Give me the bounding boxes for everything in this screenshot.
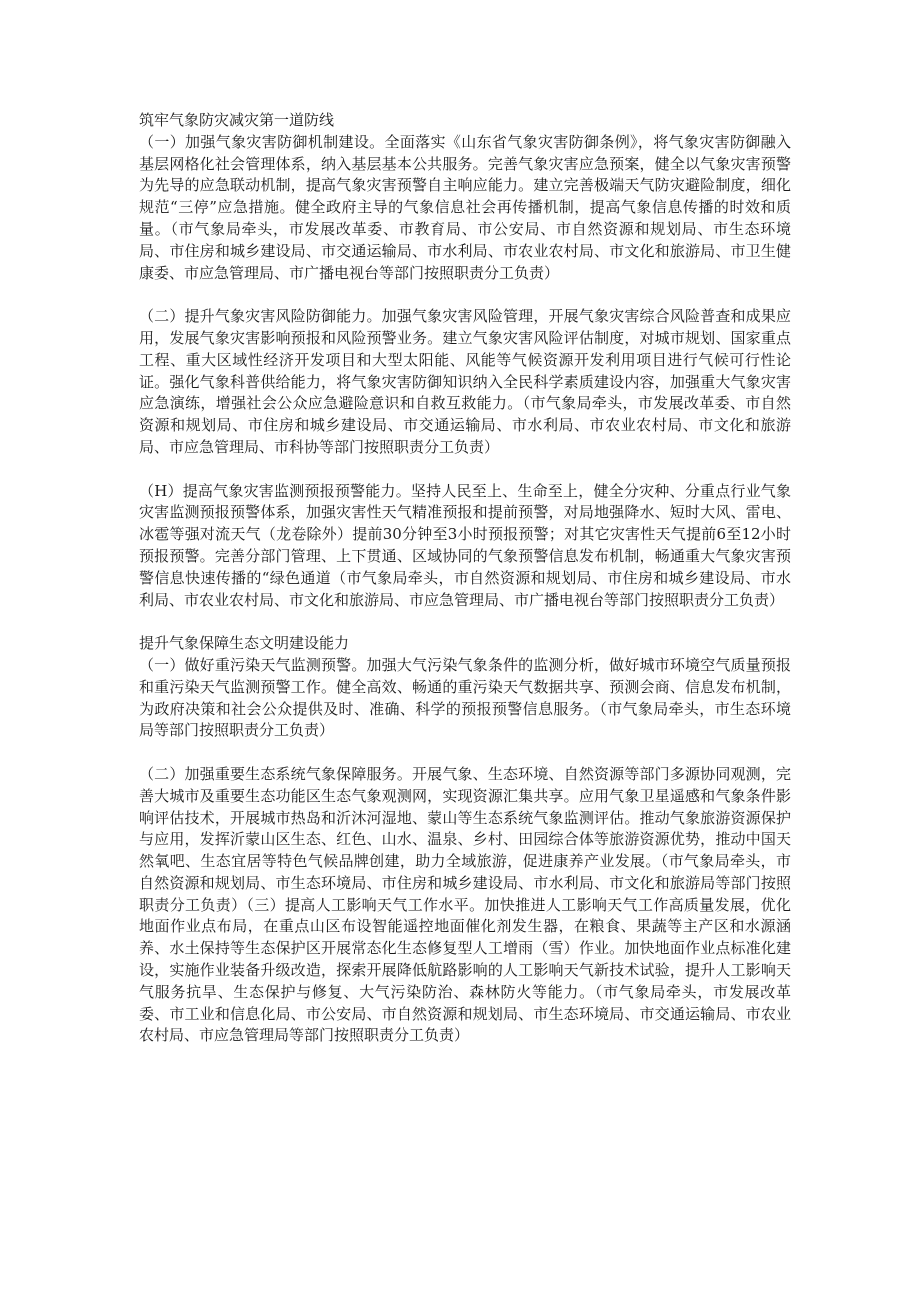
section-1-paragraph-2: （二）提升气象灾害风险防御能力。加强气象灾害风险管理，开展气象灾害综合风险普查和成果应用，发展气象灾害影响预报和风险预警业务。建立气象灾害风险评估制度，对城市规划、国家重点工程、重大区域性经济开发项目和大型太阳能、风能等气候资源开发利用项目进行气候可行性论证。强化气象科普供给能力，将气象灾害防御知识纳入全民科学素质建设内容，加强重大气象灾害应急演练，增强社会公众应急避险意识和自救互救能力。（市气象局牵头，市发展改革委、市自然资源和规划局、市住房和城乡建设局、市交通运输局、市水利局、市农业农村局、市文化和旅游局、市应急管理局、市科协等部门按照职责分工负责） <box>139 307 791 456</box>
section-1-paragraph-3: （H）提高气象灾害监测预报预警能力。坚持人民至上、生命至上，健全分灾种、分重点行业气象灾害监测预报预警体系，加强灾害性天气精准预报和提前预警，对局地强降水、短时大风、雷电、冰雹等强对流天气（龙卷除外）提前30分钟至3小时预报预警；对其它灾害性天气提前6至12小时预报预警。完善分部门管理、上下贯通、区域协同的气象预警信息发布机制，畅通重大气象灾害预警信息快速传播的“绿色通道（市气象局牵头，市自然资源和规划局、市住房和城乡建设局、市水利局、市农业农村局、市文化和旅游局、市应急管理局、市广播电视台等部门按照职责分工负责） <box>139 481 791 609</box>
section-2-title: 提升气象保障生态文明建设能力 <box>139 634 350 653</box>
section-1-paragraph-1: （一）加强气象灾害防御机制建设。全面落实《山东省气象灾害防御条例》，将气象灾害防御融入基层网格化社会管理体系，纳入基层基本公共服务。完善气象灾害应急预案，健全以气象灾害预警为先导的应急联动机制，提高气象灾害预警自主响应能力。建立完善极端天气防灾避险制度，细化规范“三停”应急措施。健全政府主导的气象信息社会再传播机制，提高气象信息传播的时效和质量。（市气象局牵头，市发展改革委、市教育局、市公安局、市自然资源和规划局、市生态环境局、市住房和城乡建设局、市交通运输局、市水利局、市农业农村局、市文化和旅游局、市卫生健康委、市应急管理局、市广播电视台等部门按照职责分工负责） <box>139 132 791 282</box>
document-body <box>139 110 791 1047</box>
section-2-paragraph-1: （一）做好重污染天气监测预警。加强大气污染气象条件的监测分析，做好城市环境空气质量预报和重污染天气监测预警工作。健全高效、畅通的重污染天气数据共享、预测会商、信息发布机制，为政府决策和社会公众提供及时、准确、科学的预报预警信息服务。（市气象局牵头，市生态环境局等部门按照职责分工负责） <box>139 655 791 740</box>
section-1-title: 筑牢气象防灾减灾第一道防线 <box>139 111 335 129</box>
section-2-paragraph-2: （二）加强重要生态系统气象保障服务。开展气象、生态环境、自然资源等部门多源协同观测，完善大城市及重要生态功能区生态气象观测网，实现资源汇集共享。应用气象卫星遥感和气象条件影响评估技术，开展城市热岛和沂沐河湿地、蒙山等生态系统气象监测评估。推动气象旅游资源保护与应用，发挥沂蒙山区生态、红色、山水、温泉、乡村、田园综合体等旅游资源优势，推动中国天然氧吧、生态宜居等特色气候品牌创建，助力全域旅游，促进康养产业发展。（市气象局牵头，市自然资源和规划局、市生态环境局、市住房和城乡建设局、市水利局、市文化和旅游局等部门按照职责分工负责）（三）提高人工影响天气工作水平。加快推进人工影响天气工作高质量发展，优化地面作业点布局，在重点山区布设智能遥控地面催化剂发生器，在粮食、果蔬等主产区和水源涵养、水土保持等生态保护区开展常态化生态修复型人工增雨（雪）作业。加快地面作业点标准化建设，实施作业装备升级改造，探索开展降低航路影响的人工影响天气新技术试验，提升人工影响天气服务抗旱、生态保护与修复、大气污染防治、森林防火等能力。（市气象局牵头，市发展改革委、市工业和信息化局、市公安局、市自然资源和规划局、市生态环境局、市交通运输局、市农业农村局、市应急管理局等部门按照职责分工负责） <box>139 764 791 1045</box>
